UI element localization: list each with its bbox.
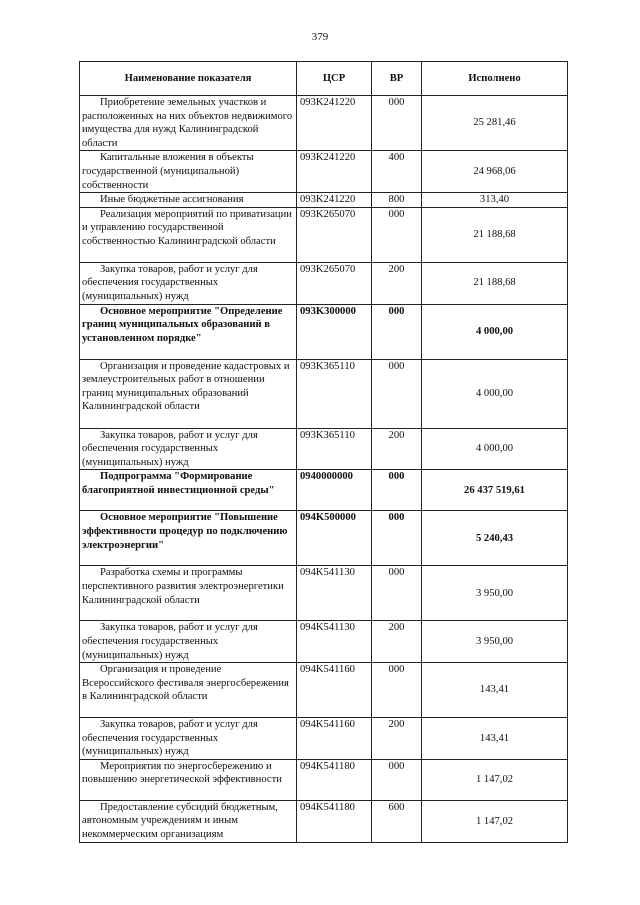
header-vr: ВР [372, 62, 422, 96]
row-vr: 200 [372, 262, 422, 304]
row-vr: 000 [372, 96, 422, 151]
table-row [80, 621, 568, 663]
row-vr: 000 [372, 663, 422, 718]
row-name: Закупка товаров, работ и услуг для обеспечения государственных (муниципальных) нужд [80, 718, 297, 760]
table-row [80, 359, 568, 428]
row-name: Закупка товаров, работ и услуг для обеспечения государственных (муниципальных) нужд [80, 262, 297, 304]
row-vr: 000 [372, 304, 422, 359]
row-csr: 093K265070 [297, 207, 372, 262]
table-row [80, 663, 568, 718]
table-row [80, 759, 568, 800]
row-name: Организация и проведение кадастровых и землеустроительных работ в отношении границ муниципальных образований Калининградской области [80, 359, 297, 428]
row-csr: 094K541130 [297, 566, 372, 621]
row-amount: 3 950,00 [422, 621, 568, 663]
header-csr: ЦСР [297, 62, 372, 96]
row-csr: 0940000000 [297, 470, 372, 511]
page-number: 379 [311, 31, 329, 43]
row-vr: 800 [372, 193, 422, 208]
row-vr: 200 [372, 428, 422, 470]
row-vr: 200 [372, 718, 422, 760]
row-csr: 094K541160 [297, 718, 372, 760]
table-row [80, 262, 568, 304]
row-amount: 4 000,00 [422, 304, 568, 359]
row-name: Основное мероприятие "Повышение эффективности процедур по подключению электроэнергии" [80, 511, 297, 566]
row-amount: 25 281,46 [422, 96, 568, 151]
row-name: Реализация мероприятий по приватизации и управлению государственной собственностью Калининградской области [80, 207, 297, 262]
table-row [80, 151, 568, 193]
table-row [80, 800, 568, 842]
row-name: Подпрограмма "Формирование благоприятной инвестиционной среды" [80, 470, 297, 511]
row-vr: 000 [372, 759, 422, 800]
row-vr: 000 [372, 207, 422, 262]
row-amount: 3 950,00 [422, 566, 568, 621]
table-row [80, 207, 568, 262]
row-csr: 094K500000 [297, 511, 372, 566]
row-amount: 26 437 519,61 [422, 470, 568, 511]
table-row [80, 304, 568, 359]
row-csr: 094K541180 [297, 800, 372, 842]
row-csr: 093K365110 [297, 359, 372, 428]
row-amount: 143,41 [422, 718, 568, 760]
row-csr: 093K265070 [297, 262, 372, 304]
row-amount: 4 000,00 [422, 359, 568, 428]
row-csr: 094K541180 [297, 759, 372, 800]
table-row [80, 566, 568, 621]
row-vr: 600 [372, 800, 422, 842]
table-body [80, 96, 568, 843]
row-vr: 000 [372, 511, 422, 566]
header-amount: Исполнено [422, 62, 568, 96]
table-row [80, 193, 568, 208]
row-name: Основное мероприятие "Определение границ муниципальных образований в установленном порядке" [80, 304, 297, 359]
row-name: Закупка товаров, работ и услуг для обеспечения государственных (муниципальных) нужд [80, 428, 297, 470]
row-csr: 094K541130 [297, 621, 372, 663]
row-amount: 1 147,02 [422, 800, 568, 842]
row-csr: 093K241220 [297, 193, 372, 208]
row-amount: 143,41 [422, 663, 568, 718]
table-row [80, 428, 568, 470]
table-row [80, 96, 568, 151]
row-csr: 094K541160 [297, 663, 372, 718]
row-name: Мероприятия по энергосбережению и повышению энергетической эффективности [80, 759, 297, 800]
table-row [80, 718, 568, 760]
row-vr: 400 [372, 151, 422, 193]
row-name: Закупка товаров, работ и услуг для обеспечения государственных (муниципальных) нужд [80, 621, 297, 663]
row-amount: 5 240,43 [422, 511, 568, 566]
row-amount: 4 000,00 [422, 428, 568, 470]
row-name: Приобретение земельных участков и расположенных на них объектов недвижимого имущества для нужд Калининградской области [80, 96, 297, 151]
row-amount: 21 188,68 [422, 207, 568, 262]
row-amount: 24 968,06 [422, 151, 568, 193]
table-header-row [80, 62, 568, 96]
row-csr: 093K241220 [297, 151, 372, 193]
row-csr: 093K300000 [297, 304, 372, 359]
row-amount: 1 147,02 [422, 759, 568, 800]
row-name: Иные бюджетные ассигнования [80, 193, 297, 208]
row-name: Капитальные вложения в объекты государственной (муниципальной) собственности [80, 151, 297, 193]
row-name: Разработка схемы и программы перспективного развития электроэнергетики Калининградской области [80, 566, 297, 621]
row-amount: 21 188,68 [422, 262, 568, 304]
table-row [80, 470, 568, 511]
row-amount: 313,40 [422, 193, 568, 208]
header-name: Наименование показателя [80, 62, 297, 96]
table-row [80, 511, 568, 566]
row-csr: 093K365110 [297, 428, 372, 470]
row-vr: 000 [372, 359, 422, 428]
row-vr: 000 [372, 470, 422, 511]
budget-table [79, 61, 568, 843]
row-vr: 200 [372, 621, 422, 663]
row-name: Организация и проведение Всероссийского фестиваля энергосбережения в Калининградской области [80, 663, 297, 718]
row-name: Предоставление субсидий бюджетным, автономным учреждениям и иным некоммерческим организациям [80, 800, 297, 842]
row-vr: 000 [372, 566, 422, 621]
row-csr: 093K241220 [297, 96, 372, 151]
